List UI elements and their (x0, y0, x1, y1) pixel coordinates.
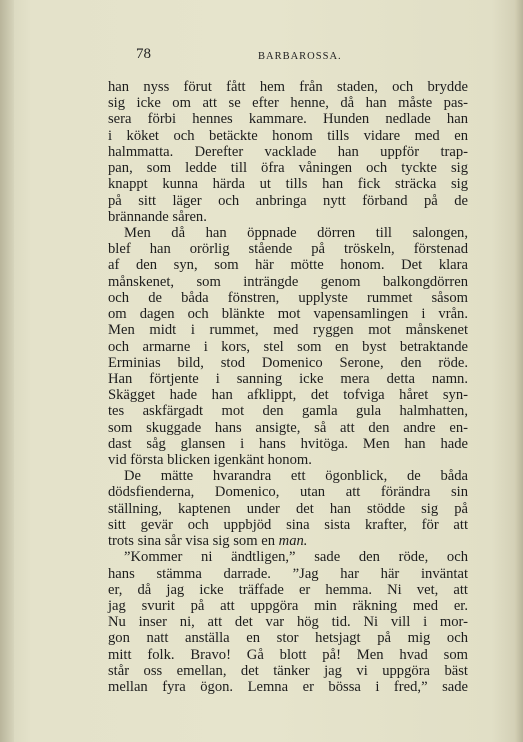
text-line: Men midt i rummet, med ryggen mot månskenet (108, 322, 468, 339)
text-line: Nu inser ni, att det var hög tid. Ni vill i mor- (108, 614, 468, 631)
text-line: Skägget hade han afklippt, det tofviga håret syn- (108, 387, 468, 404)
text-line: pan, som ledde till öfra våningen och tyckte sig (108, 160, 468, 177)
text-line: i köket och betäckte honom tills vidare med en (108, 127, 468, 144)
text-line: blef han orörlig stående på tröskeln, förstenad (108, 241, 468, 258)
page-header (124, 46, 464, 70)
text-line: tes askfärgadt mot den gamla gula halmhatten, (108, 403, 468, 420)
text-line: månskenet, som inträngde genom balkongdörren (108, 273, 468, 290)
text-line: sig icke om att se efter henne, då han måste pas- (108, 95, 468, 112)
text-line: sera förbi hennes kammare. Hunden nedlade han (108, 111, 468, 128)
text-line: vid första blicken igenkänt honom. (108, 452, 312, 469)
text-line: Erminias bild, stod Domenico Serone, den röde. (108, 354, 468, 371)
text-line: Men då han öppnade dörren till salongen, (124, 224, 468, 241)
page-number: 78 (136, 46, 151, 62)
text-line: af den syn, som här mötte honom. Det klara (108, 257, 468, 274)
text-line-segment: trots sina sår visa sig som en (108, 533, 279, 550)
text-line (108, 533, 468, 549)
body-text (108, 79, 468, 695)
text-line: De mätte hvarandra ett ögonblick, de båda (124, 468, 468, 485)
text-line: och armarne i kors, stel som en byst betraktande (108, 338, 468, 355)
text-line: står oss emellan, det tänker jag vi uppgöra bäst (108, 662, 468, 679)
text-line: jag svurit på att uppgöra min räkning med er. (108, 598, 468, 614)
text-line: dast såg glansen i hans hvitöga. Men han hade (108, 435, 468, 452)
text-line: halmmatta. Derefter vacklade han uppför trap- (108, 143, 468, 160)
text-line: gon natt anställa en stor hetsjagt på mig och (108, 630, 468, 647)
text-line: han nyss förut fått hem från staden, och brydde (108, 79, 468, 95)
text-line: ställning, kaptenen under det han stödde sig på (108, 500, 468, 517)
text-line: dödsfienderna, Domenico, utan att förändra sin (108, 484, 468, 501)
text-line: brännande såren. (108, 208, 207, 225)
page-gutter (0, 0, 14, 742)
running-head: BARBAROSSA. (258, 51, 342, 62)
text-line: Han förtjente i sanning icke mera detta namn. (108, 370, 468, 387)
text-line: hans stämma darrade. ”Jag har här inväntat (108, 565, 468, 582)
text-line: om dagen och blänkte mot vapensamlingen i vrån. (108, 306, 468, 323)
text-line: som skuggade hans ansigte, så att den andre en- (108, 419, 468, 436)
text-line: knappt kunna härda ut tills han fick sträcka sig (108, 176, 468, 193)
text-line: sitt gevär och uppbjöd sina sista krafter, för att (108, 516, 468, 533)
text-line: mellan fyra ögon. Lemna er bössa i fred,” sade (108, 679, 468, 696)
text-line: er, då jag icke träffade er hemma. Ni vet, att (108, 581, 468, 598)
text-line: och de båda fönstren, upplyste rummet såsom (108, 289, 468, 306)
text-line: på sitt läger och anbringa nytt förband på de (108, 192, 468, 209)
text-line: ”Kommer ni ändtligen,” sade den röde, och (124, 549, 468, 566)
page-edge (515, 0, 523, 742)
italic-word: man. (278, 533, 308, 550)
text-line: mitt folk. Bravo! Gå blott på! Men hvad som (108, 646, 468, 663)
